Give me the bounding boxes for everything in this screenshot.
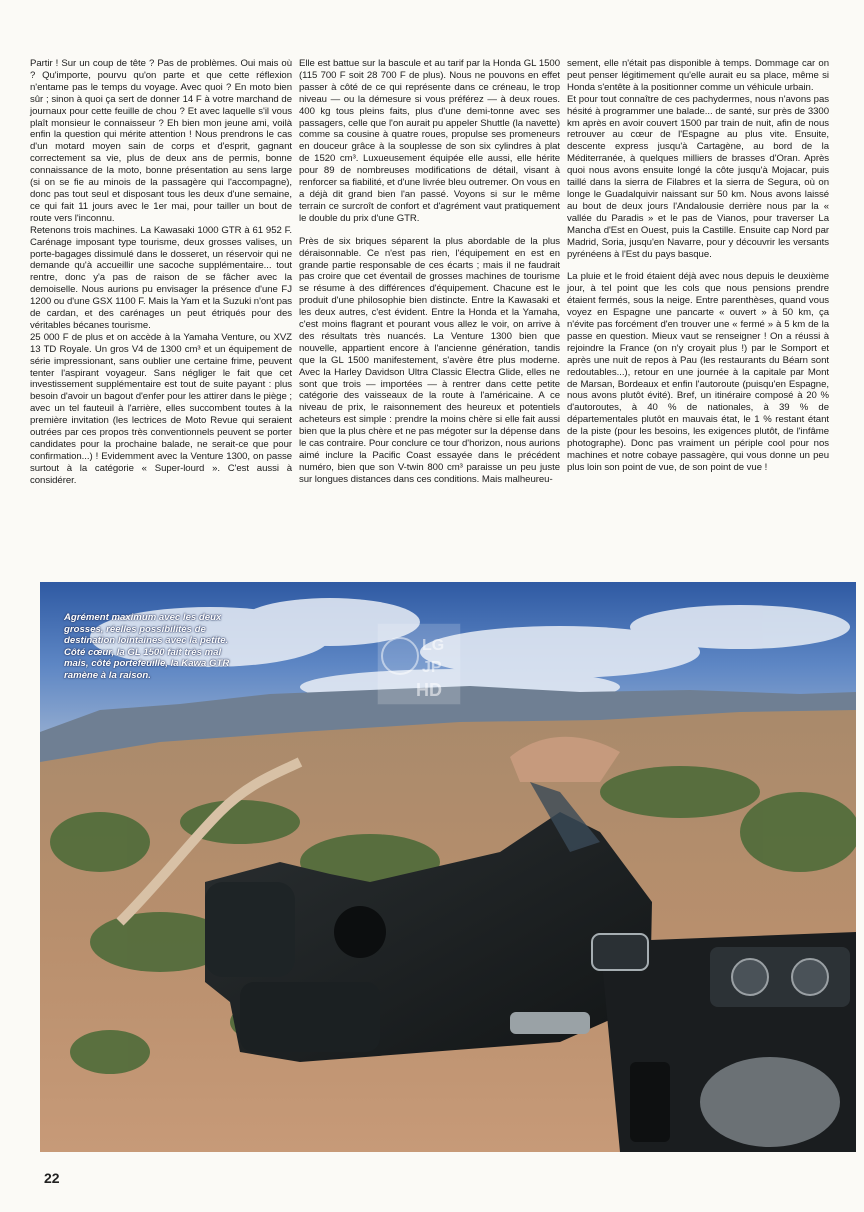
- paragraph: Partir ! Sur un coup de tête ? Pas de problèmes. Oui mais où ? Qu'importe, pourvu qu'on parte et que cette réflexion n'entame pas le temps du voyage. Avec quoi ? En moto bien sûr ; sinon à quoi ça sert de donner 14 F à votre marchand de journaux pour cette feuille de chou ? Et avec laquelle s'il vous plaît monsieur le connaisseur ? Eh bien mon jeune ami, voilà enfin la question qui mérite attention ! Nous prendrons le cas d'un motard moyen sain de corps et d'esprit, gagnant correctement sa vie, plus de deux ans de permis, bonne connaissance de la moto, bonne présentation au sens large (si on se fie au minois de la passagère qui l'accompagne), donc pas tout seul et disposant tous les deux d'une semaine, ce qui fait 11 jours avec le 1er mai, pour tailler un bout de route vers l'inconnu.: [30, 58, 292, 224]
- article-column-1: [30, 58, 292, 487]
- svg-text:JP: JP: [422, 659, 442, 676]
- paragraph: Elle est battue sur la bascule et au tarif par la Honda GL 1500 (115 700 F soit 28 700 F de plus). Nous ne pouvons en effet passer à côté de ce qui représente dans ce créneau, le trop niveau — ou la démesure si vous préférez — à deux roues. 400 kg tous pleins faits, plus d'une demi-tonne avec ses passagers, celle que l'on aurait pu appeler Shuttle (la navette) comme sa cousine à quatre roues, propulse ses promeneurs en douceur grâce à la souplesse de son six cylindres à plat de 1520 cm³. Luxueusement équipée elle aussi, elle hérite pour 89 de nombreuses modifications de détail, visant à renforcer sa fiabilité, et d'une livrée bleu outremer. On vous en a déjà dit grand bien l'an passé. Voyons si sur le même terrain ce surcroît de confort et d'agrément vaut pratiquement le double du prix d'une GTR.: [299, 58, 560, 224]
- paragraph: Et pour tout connaître de ces pachydermes, nous n'avons pas hésité à programmer une balade... de santé, sur près de 3300 km après en avoir couvert 1500 par train de nuit, afin de nous retrouver au cœur de l'Espagne au plus vite. Ensuite, descente express jusqu'à Cartagène, au bord de la Méditerranée, à quelques milliers de brasses d'Oran. Après quoi nous avons ensuite longé la côte jusqu'à Mojacar, puis taillé dans la sierra de Filabres et la sierra de Segura, où on longe le Guadalquivir naissant sur 50 km. Nous avons laissé au bout de deux jours l'Andalousie derrière nous par la « vallée du Paradis » et le pas de Vianos, pour traverser La Mancha d'Est en Ouest, puis la Castille. Ensuite cap Nord par Madrid, Soria, jusqu'en Navarre, pour y découvrir les versants pyrénéens à l'Est du pays basque.: [567, 93, 829, 260]
- landscape-motorcycle-photo: [40, 582, 856, 1152]
- photo-caption: Agrément maximum avec les deux grosses, réelles possibilités de destination lointaines avec la petite. Côté cœur, la GL 1500 fait très mal mais, côté portefeuille, la Kawa GTR ramène à la raison.: [64, 612, 230, 681]
- paragraph: Retenons trois machines. La Kawasaki 1000 GTR à 61 952 F. Carénage imposant type tourisme, deux grosses valises, un porte-bagages dissimulé dans le dosseret, un réservoir qui ne demande qu'à accueillir une sacoche supplémentaire... tout rentre, donc y'a pas de raison de se fâcher avec la demoiselle. Nous aurions pu envisager la présence d'une FJ 1200 ou d'une GSX 1100 F. Mais la Yam et la Suzuki n'ont pas de cardan, et des carénages un peut étriqués pour des véritables bécanes tourisme.: [30, 224, 292, 331]
- paragraph: sement, elle n'était pas disponible à temps. Dommage car on peut penser légitimement qu'elle aurait eu sa place, même si Honda s'entête à la positionner comme un véhicule urbain.: [567, 58, 829, 93]
- page-number: 22: [44, 1170, 60, 1186]
- svg-text:HD: HD: [416, 680, 442, 700]
- paragraph: Près de six briques séparent la plus abordable de la plus déraisonnable. Ce n'est pas rien, l'équipement en est en grande partie responsable de ces écarts ; mais il ne faudrait pas croire que cet éventail de grosses machines de tourisme se résume à des différences d'équipement. Chacune est le produit d'une philosophie bien distincte. Entre la Kawasaki et les deux autres, c'est évident. Entre la Honda et la Yamaha, c'est moins flagrant et pourant vous allez le voir, on arrive à des résultats très nuancés. La Venture 1300 bien que nouvelle, appartient encore à l'ancienne génération, tandis que la GL 1500 manifestement, s'avère être plus moderne. Avec la Harley Davidson Ultra Classic Electra Glide, elles ne sont que trois — importées — à rentrer dans cette petite catégorie des vaisseaux de la route à l'américaine. A ce niveau de prix, le raisonnement des heureux et potentiels acheteurs est simple : prendre la moins chère si elle fait aussi bien que la plus chère et ne pas mégoter sur la dépense dans le cas contraire. Pour conclure ce tour d'horizon, nous aurions aimé inclure la Pacific Coast essayée dans le précédent numéro, bien que son V-twin 800 cm³ paraisse un peu juste sur longues distances dans ces conditions. Mais malheureu-: [299, 235, 560, 485]
- article-column-2: [299, 58, 560, 486]
- dashboard: [592, 932, 856, 1152]
- watermark-logo: [376, 622, 462, 706]
- svg-text:LG: LG: [422, 637, 445, 654]
- paragraph: 25 000 F de plus et on accède à la Yamaha Venture, ou XVZ 13 TD Royale. Un gros V4 de 1300 cm³ et un équipement de série impressionant, sans oublier une certaine frime, peuvent tenter l'aspirant voyageur. Sans négliger le fait que cet investissement supplémentaire est tout de suite payant : plus besoin d'avoir un bagout d'enfer pour les attirer dans le piège ; avec un tel fauteuil à l'arrière, elles succombent toutes à la première invitation (les lectrices de Moto Revue qui seraient outrées par ces propos très conventionnels peuvent se porter candidates pour la prochaine balade, ne serait-ce que pour confirmation...) ! Evidemment avec la Venture 1300, on passe surtout à la catégorie « Super-lourd ». C'est aussi à considérer.: [30, 331, 292, 486]
- paragraph: La pluie et le froid étaient déjà avec nous depuis le deuxième jour, à tel point que les cols que nous pensions prendre étaient fermés, sous la neige. Entre parenthèses, quand vous voyez en Espagne une pancarte « ouvert » à 50 km, ça n'évite pas forcément d'en trouver une « fermé » à 5 km de la passe en question. Mieux vaut se renseigner ! On a réussi à rejoindre la France (on n'y croyait plus !) par le Somport et après une nuit de repos à Pau (les restaurants du Béarn sont redoutables...), retour en une journée à la capitale par Mont de Marsan, Bordeaux et enfin l'autoroute (puisqu'en Espagne, nous avons plutôt évité). Bref, un itinéraire composé à 20 % d'autoroutes, à 40 % de nationales, à 39 % de départementales plutôt en mauvais état, le 1 % restant étant de la piste (pour les besoins, les exigences plutôt, de l'infâme photographe). Donc pas vraiment un périple cool pour nos machines et notre cobaye passagère, qui vous donne un peu plus loin son point de vue, de son point de vue !: [567, 271, 829, 473]
- article-column-3: [567, 58, 829, 474]
